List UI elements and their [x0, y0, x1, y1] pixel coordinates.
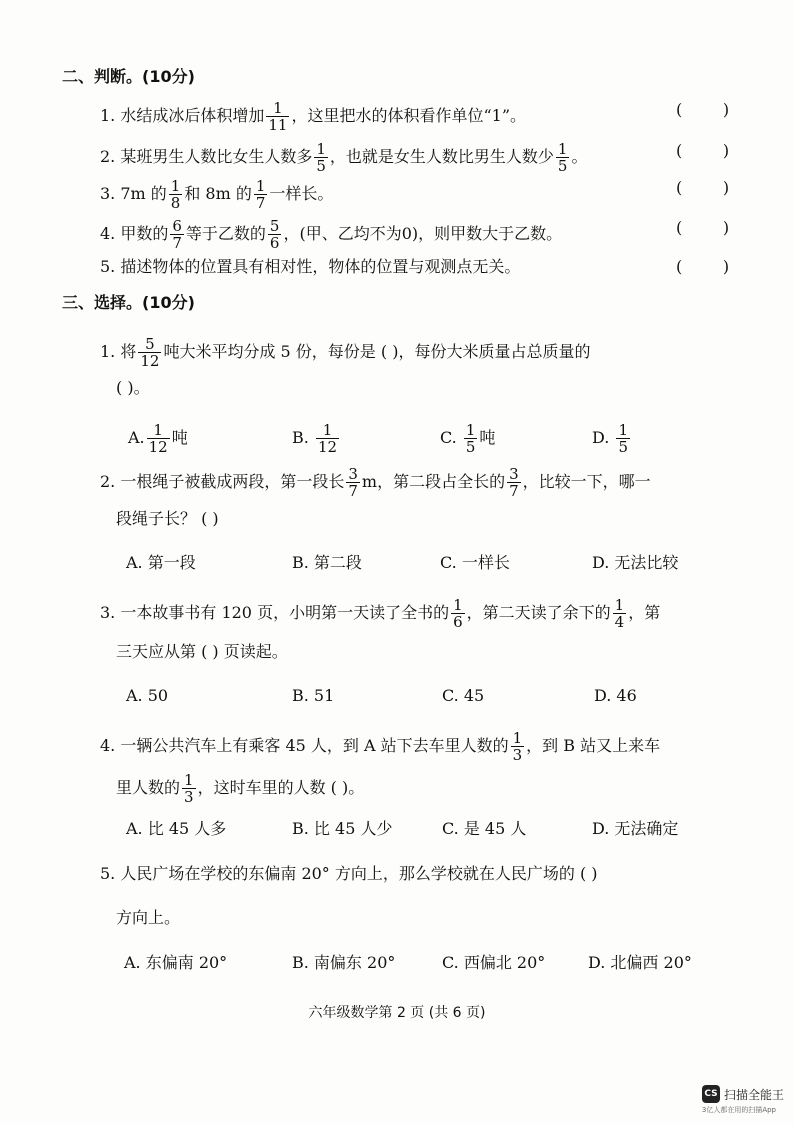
- section-2-title: 二、判断。(10分): [62, 67, 195, 86]
- choice-question-1: 1. 将 $\frac{5}{12}$ 吨大米平均分成 5 份，每份是 ( )，每份大米质量占总质量的: [100, 335, 591, 370]
- judge-item-3: 3. 7m 的 $\frac{1}{8}$ 和 8m 的 $\frac{1}{7}$ 一样长。: [100, 177, 334, 212]
- answer-blank[interactable]: ( ): [676, 100, 730, 119]
- option-a[interactable]: A. 比 45 人多: [126, 819, 227, 838]
- option-d[interactable]: D. 46: [594, 686, 637, 705]
- option-a[interactable]: A. 东偏南 20°: [124, 953, 228, 972]
- choice-question-2-line2: 段绳子长？ ( ): [116, 509, 219, 528]
- option-c[interactable]: C. 西偏北 20°: [442, 953, 546, 972]
- option-a[interactable]: A. 第一段: [126, 553, 196, 572]
- fraction: $\frac{6}{7}$: [172, 217, 182, 252]
- choice-question-3-line2: 三天应从第 ( ) 页读起。: [116, 642, 288, 661]
- option-b[interactable]: B. $\frac{1}{12}$: [292, 421, 338, 456]
- fraction: $\frac{1}{7}$: [255, 177, 266, 212]
- answer-blank[interactable]: ( ): [676, 178, 730, 197]
- judge-item-2: 2. 某班男生人数比女生人数多 $\frac{1}{5}$ ，也就是女生人数比男生人数少 $\frac{1}{5}$ 。: [100, 140, 588, 175]
- choice-question-4-line2: 里人数的 $\frac{1}{3}$ ，这时车里的人数 ( )。: [116, 771, 365, 806]
- fraction: $\frac{1}{4}$: [614, 596, 625, 631]
- fraction: $\frac{1}{6}$: [453, 596, 463, 631]
- choice-question-4: 4. 一辆公共汽车上有乘客 45 人，到 A 站下去车里人数的 $\frac{1}{3}$ ，到 B 站又上来车: [100, 729, 661, 764]
- option-b[interactable]: B. 南偏东 20°: [292, 953, 396, 972]
- option-d[interactable]: D. 无法确定: [592, 819, 679, 838]
- choice-question-3: 3. 一本故事书有 120 页，小明第一天读了全书的 $\frac{1}{6}$ ，第二天读了余下的 $\frac{1}{4}$ ，第: [100, 596, 661, 631]
- judge-item-4: 4. 甲数的 $\frac{6}{7}$ 等于乙数的 $\frac{5}{6}$ ，(甲、乙均不为0)，则甲数大于乙数。: [100, 217, 563, 252]
- option-c[interactable]: C. 45: [442, 686, 485, 705]
- choice-question-5: 5. 人民广场在学校的东偏南 20° 方向上，那么学校就在人民广场的 ( ): [100, 864, 598, 883]
- judge-item-1: 1. 水结成冰后体积增加 $\frac{1}{11}$ ，这里把水的体积看作单位“1”。: [100, 99, 526, 134]
- option-c[interactable]: C. $\frac{1}{5}$ 吨: [440, 421, 496, 456]
- page-footer: 六年级数学第 2 页 (共 6 页): [308, 1005, 486, 1021]
- logo-name: 扫描全能王: [723, 1087, 784, 1102]
- choice-question-5-line2: 方向上。: [116, 908, 181, 927]
- fraction: $\frac{1}{5}$: [557, 140, 568, 175]
- fraction: $\frac{5}{6}$: [269, 217, 280, 252]
- choice-question-2: 2. 一根绳子被截成两段，第一段长 $\frac{3}{7}$ m，第二段占全长的 $\frac{3}{7}$ ，比较一下，哪一: [100, 465, 651, 500]
- fraction: $\frac{5}{12}$: [140, 335, 160, 370]
- option-d[interactable]: D. 无法比较: [592, 553, 679, 572]
- option-d[interactable]: D. $\frac{1}{5}$: [592, 421, 628, 456]
- fraction: $\frac{3}{7}$: [509, 465, 519, 500]
- option-b[interactable]: B. 第二段: [292, 553, 362, 572]
- fraction: $\frac{1}{3}$: [512, 729, 523, 764]
- option-c[interactable]: C. 是 45 人: [442, 819, 527, 838]
- section-3-title: 三、选择。(10分): [62, 293, 195, 312]
- fraction: $\frac{1}{8}$: [170, 177, 181, 212]
- option-a[interactable]: A. $\frac{1}{12}$ 吨: [128, 421, 188, 456]
- fraction: $\frac{1}{11}$: [268, 99, 288, 134]
- answer-blank[interactable]: ( ): [676, 257, 730, 276]
- option-c[interactable]: C. 一样长: [440, 553, 510, 572]
- fraction: $\frac{3}{7}$: [348, 465, 358, 500]
- option-b[interactable]: B. 51: [292, 686, 335, 705]
- option-b[interactable]: B. 比 45 人少: [292, 819, 393, 838]
- fraction: $\frac{1}{3}$: [184, 771, 194, 806]
- judge-item-5: 5. 描述物体的位置具有相对性，物体的位置与观测点无关。: [100, 257, 521, 276]
- option-d[interactable]: D. 北偏西 20°: [588, 953, 692, 972]
- fraction: $\frac{1}{5}$: [316, 140, 326, 175]
- scanner-logo: [702, 1085, 784, 1103]
- choice-question-1-line2: ( )。: [116, 378, 150, 397]
- logo-tagline: 3亿人都在用的扫描App: [701, 1106, 776, 1114]
- answer-blank[interactable]: ( ): [676, 141, 730, 160]
- answer-blank[interactable]: ( ): [676, 218, 730, 237]
- camscanner-icon: CS: [702, 1085, 720, 1103]
- option-a[interactable]: A. 50: [126, 686, 169, 705]
